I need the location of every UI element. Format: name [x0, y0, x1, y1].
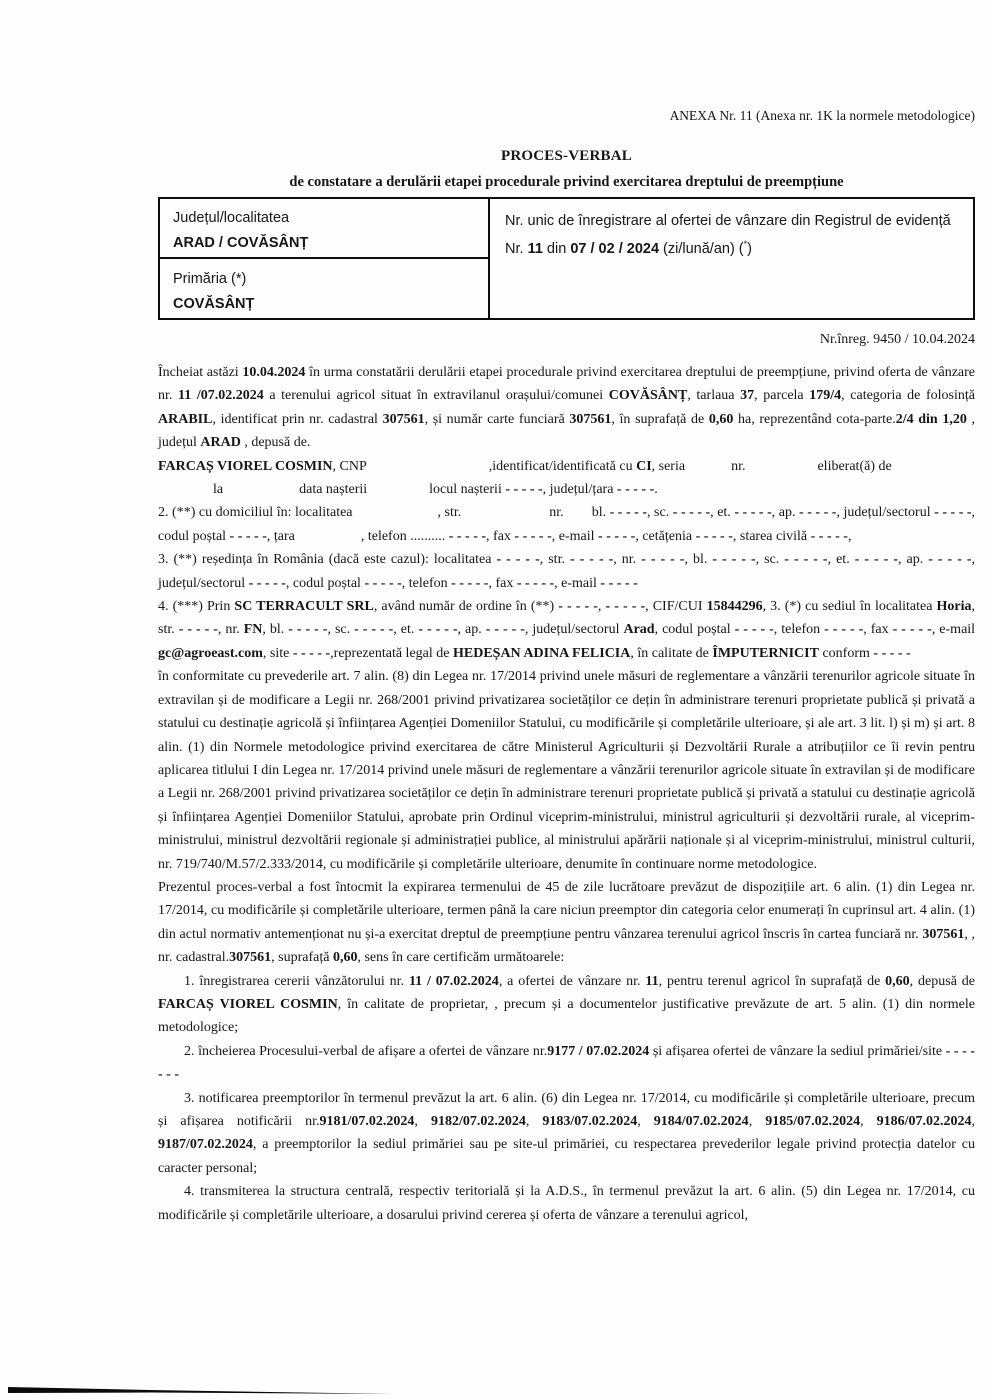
primaria-value: COVĂSÂNȚ — [173, 296, 255, 312]
paragraph-certificare: Prezentul proces-verbal a fost întocmit la expirarea termenului de 45 de zile lucrătoare prevăzut de dispozițiile art. 6 alin. (1) din Legea nr. 17/2014, cu modificările și completările ulterioare, termen până la care niciun preemptor din categoria celor enumerați în cuprinsul art. 4 alin. (1) din actul normativ antemenționat nu și-a exercitat dreptul de preempțiune pentru vânzarea terenului agricol înscris în cartea funciară nr. 307561, , nr. cadastral.307561, suprafață 0,60, sens în care certificăm următoarele: — [158, 879, 976, 966]
cell-primaria — [160, 259, 488, 318]
primaria-label: Primăria (*) — [173, 271, 247, 287]
paragraph-imputernicit: 4. (***) Prin SC TERRACULT SRL, având număr de ordine în (**) - - - - -, - - - - -, CIF/CUI 15844296, 3. (*) cu sediul în localitatea Horia, str. - - - - -, nr. FN, bl. - - - - -, sc. - - - - -, et. - - - - -, ap. - - - - -, județul/sectorul Arad, codul poștal - - - - -, telefon - - - - -, fax - - - - -, e-mail gc@agroeast.com, site - - - - -,reprezentată legal de HEDEȘAN ADINA FELICIA, în calitate de ÎMPUTERNICIT conform - - - - - — [158, 599, 976, 661]
judet-label: Județul/localitatea — [173, 210, 290, 226]
cell-judet — [160, 199, 488, 259]
registration-number: Nr.înreg. 9450 / 10.04.2024 — [819, 332, 975, 347]
scan-artifact-line — [0, 1384, 420, 1398]
judet-value: ARAD / COVĂSÂNȚ — [173, 235, 309, 251]
cell-registru — [490, 199, 973, 318]
paragraph-temei-legal: în conformitate cu prevederile art. 7 alin. (8) din Legea nr. 17/2014 privind unele măsuri de reglementare a vânzării terenurilor agricole situate în extravilan și de modificare a Legii nr. 268/2001 privind privatizarea societăților ce dețin în administrare terenuri proprietate publică și privată a statului cu destinație agricolă și înființarea Agenției Domeniilor Statului, cu modificările și completările ulterioare, și ale art. 3 lit. l) și m) și art. 8 alin. (1) din Normele metodologice privind exercitarea de către Ministerul Agriculturii și Dezvoltării Rurale a atribuțiilor ce îi revin pentru aplicarea titlului I din Legea nr. 17/2014 privind unele măsuri de reglementare a vânzării terenurilor agricole situate în extravilan și de modificare a Legii nr. 268/2001 privind privatizarea societăților ce dețin în administrare terenuri proprietate publică și privată a statului cu destinație agricolă și înființarea Agenției Domeniilor Statului, aprobate prin Ordinul viceprim-ministrului, ministrul agriculturii și dezvoltării rurale, al viceprim-ministrului, ministrul dezvoltării regionale și administrației publice, al ministrului apărării naționale și al viceprim-ministrului, ministrul culturii, nr. 719/740/M.57/2.333/2014, cu modificările și completările ulterioare, denumite în continuare norme metodologice. — [158, 669, 975, 872]
item-1-inregistrare: 1. înregistrarea cererii vânzătorului nr. 11 / 07.02.2024, a ofertei de vânzare nr. 11, pentru terenul agricol în suprafață de 0,60, depusă de FARCAȘ VIOREL COSMIN, în calitate de proprietar, , precum și a documentelor justificative prevăzute de art. 5 alin. (1) din normele metodologice; — [158, 973, 976, 1036]
document-title: PROCES-VERBAL — [501, 148, 632, 164]
anexa-note: ANEXA Nr. 11 (Anexa nr. 1K la normele metodologice) — [669, 108, 975, 123]
registru-value: Nr. 11 din 07 / 02 / 2024 (zi/lună/an) (*) — [505, 239, 752, 257]
document-subtitle: de constatare a derulării etapei procedurale privind exercitarea dreptului de preempțiune — [289, 174, 844, 190]
paragraph-vanzator-identitate: FARCAȘ VIOREL COSMIN, CNP ,identificat/identificată cu CI, seria nr. eliberat(ă) de la data nașterii locul nașterii - - - - -, județul/țara - - - - -. — [158, 458, 892, 498]
paragraph-domiciliu: 2. (**) cu domiciliul în: localitatea , str. nr. bl. - - - - -, sc. - - - - -, et. - - - - -, ap. - - - - -, județul/sectorul - - - - -, codul poștal - - - - -, țara , telefon .......... - - - - -, fax - - - - -, e-mail - - - - -, cetățenia - - - - -, starea civilă - - - - -, — [158, 505, 976, 544]
paragraph-resedinta: 3. (**) reședința în România (dacă este cazul): localitatea - - - - -, str. - - - - -, nr. - - - - -, bl. - - - - -, sc. - - - - -, et. - - - - -, ap. - - - - -, județul/sectorul - - - - -, codul poștal - - - - -, telefon - - - - -, fax - - - - -, e-mail - - - - - — [158, 552, 976, 591]
paragraph-incheiat: Încheiat astăzi 10.04.2024 în urma constatării derulării etapei procedurale privind exercitarea dreptului de preempțiune, privind oferta de vânzare nr. 11 /07.02.2024 a terenului agricol situat în extravilanul orașului/comunei COVĂSÂNȚ, tarlaua 37, parcela 179/4, categoria de folosință ARABIL, identificat prin nr. cadastral 307561, și număr carte funciară 307561, în suprafață de 0,60 ha, reprezentând cota-parte.2/4 din 1,20 , județul ARAD , depusă de. — [158, 365, 975, 451]
document-content — [158, 0, 975, 1227]
item-2-afisare: 2. încheierea Procesului-verbal de afișare a ofertei de vânzare nr.9177 / 07.02.2024 și afișarea ofertei de vânzare la sediul primăriei/site - - - - - - - — [158, 1043, 976, 1083]
header-table-left-column — [160, 199, 490, 318]
registru-label: Nr. unic de înregistrare al ofertei de vânzare din Registrul de evidență — [505, 213, 951, 229]
item-3-notificare: 3. notificarea preemptorilor în termenul prevăzut la art. 6 alin. (6) din Legea nr. 17/2014, cu modificările și completările ulterioare, precum și afișarea notificării nr.9181/07.02.2024, 9182/07.02.2024, 9183/07.02.2024, 9184/07.02.2024, 9185/07.02.2024, 9186/07.02.2024, 9187/07.02.2024, a preemptorilor la sediul primăriei sau pe site-ul primăriei, cu respectarea prevederilor legale privind protecția datelor cu caracter personal; — [158, 1090, 976, 1176]
document-body — [158, 361, 975, 1227]
header-table — [158, 197, 975, 320]
item-4-transmitere: 4. transmiterea la structura centrală, respectiv teritorială și la A.D.S., în termenul prevăzut la art. 6 alin. (5) din Legea nr. 17/2014, cu modificările și completările ulterioare, a dosarului privind cererea și oferta de vânzare a terenului agricol, — [158, 1184, 975, 1223]
